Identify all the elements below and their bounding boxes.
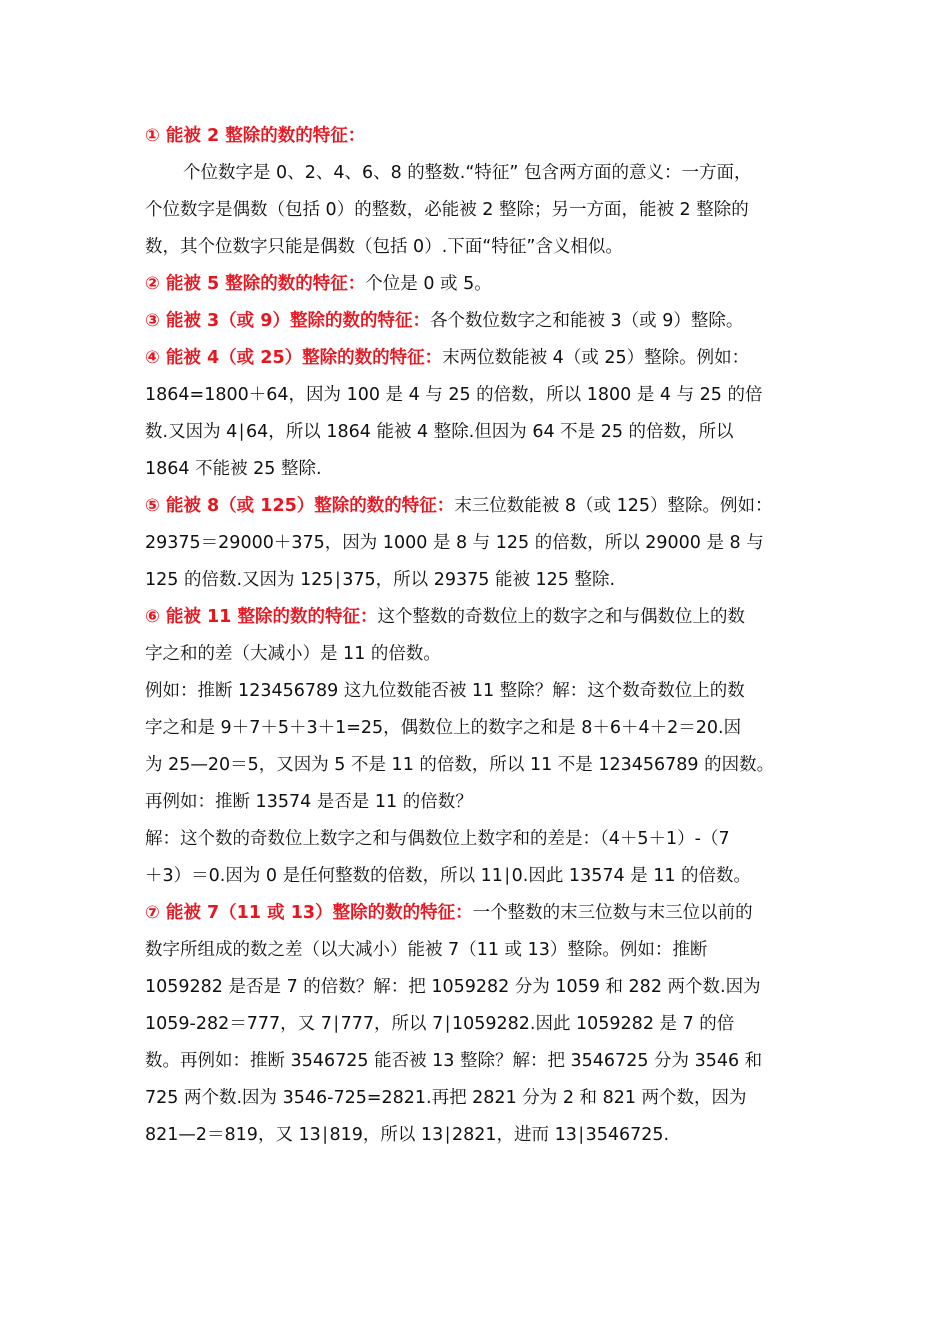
- rule-text: ＋3）＝0.因为 0 是任何整数的倍数，所以 11∣0.因此 13574 是 11 的倍数。: [145, 866, 752, 886]
- rule-heading-div-8-or-125: ⑤ 能被 8（或 125）整除的数的特征：: [145, 496, 455, 516]
- heading-line-4: [145, 340, 817, 377]
- rule-text: 数字所组成的数之差（以大减小）能被 7（11 或 13）整除。例如：推断: [145, 940, 708, 960]
- heading-line-7: [145, 895, 817, 932]
- rule-text: 这个整数的奇数位上的数字之和与偶数位上的数: [377, 607, 745, 627]
- rule-text: 个位是 0 或 5。: [365, 274, 492, 294]
- rule-text: 例如：推断 123456789 这九位数能否被 11 整除？解：这个数奇数位上的数: [145, 681, 745, 701]
- paragraph-line: [145, 636, 817, 673]
- rule-heading-div-11: ⑥ 能被 11 整除的数的特征：: [145, 607, 378, 627]
- rule-text: 各个数位数字之和能被 3（或 9）整除。: [429, 311, 744, 331]
- paragraph-line: [145, 821, 817, 858]
- paragraph-line: [145, 1117, 817, 1154]
- paragraph-line: [145, 414, 817, 451]
- paragraph-line: [145, 710, 817, 747]
- rule-heading-div-5: ② 能被 5 整除的数的特征：: [145, 274, 366, 294]
- rule-heading-div-2: ① 能被 2 整除的数的特征：: [145, 126, 366, 146]
- rule-text: 1864=1800＋64，因为 100 是 4 与 25 的倍数，所以 1800 是 4 与 25 的倍: [145, 385, 763, 405]
- paragraph-line: [145, 1043, 817, 1080]
- rule-text: 821—2＝819，又 13∣819，所以 13∣2821，进而 13∣3546725.: [145, 1125, 670, 1145]
- heading-line-5: [145, 488, 817, 525]
- rule-text: 一个整数的末三位数与末三位以前的: [472, 903, 753, 923]
- rule-text: 1864 不能被 25 整除.: [145, 459, 322, 479]
- heading-line-3: [145, 303, 817, 340]
- rule-heading-div-7-11-13: ⑦ 能被 7（11 或 13）整除的数的特征：: [145, 903, 473, 923]
- paragraph-line: [145, 155, 817, 192]
- paragraph-line: [145, 562, 817, 599]
- rule-text: 725 两个数.因为 3546-725=2821.再把 2821 分为 2 和 821 两个数，因为: [145, 1088, 747, 1108]
- paragraph-line: [145, 969, 817, 1006]
- heading-line-2: [145, 266, 817, 303]
- paragraph-line: [145, 377, 817, 414]
- rule-text: 125 的倍数.又因为 125∣375，所以 29375 能被 125 整除.: [145, 570, 616, 590]
- paragraph-line: [145, 192, 817, 229]
- paragraph-line: [145, 229, 817, 266]
- paragraph-line: [145, 1006, 817, 1043]
- rule-text: 1059-282＝777，又 7∣777，所以 7∣1059282.因此 1059282 是 7 的倍: [145, 1014, 735, 1034]
- heading-line-1: [145, 118, 817, 155]
- rule-text: 为 25—20＝5，又因为 5 不是 11 的倍数，所以 11 不是 123456789 的因数。: [145, 755, 775, 775]
- paragraph-line: [145, 747, 817, 784]
- rule-text: 字之和是 9＋7＋5＋3＋1=25，偶数位上的数字之和是 8＋6＋4＋2＝20.因: [145, 718, 742, 738]
- rule-text: 字之和的差（大减小）是 11 的倍数。: [145, 644, 441, 664]
- rule-heading-div-3-or-9: ③ 能被 3（或 9）整除的数的特征：: [145, 311, 430, 331]
- paragraph-line: [145, 1080, 817, 1117]
- rule-text: 数。再例如：推断 3546725 能否被 13 整除？解：把 3546725 分为 3546 和: [145, 1051, 763, 1071]
- document-body: [145, 118, 817, 1154]
- rule-heading-div-4-or-25: ④ 能被 4（或 25）整除的数的特征：: [145, 348, 443, 368]
- paragraph-line: [145, 858, 817, 895]
- rule-text: 末两位数能被 4（或 25）整除。例如：: [442, 348, 750, 368]
- rule-text: 再例如：推断 13574 是否是 11 的倍数？: [145, 792, 473, 812]
- rule-text: 1059282 是否是 7 的倍数？解：把 1059282 分为 1059 和 282 两个数.因为: [145, 977, 761, 997]
- rule-text: 个位数字是 0、2、4、6、8 的整数.“特征” 包含两方面的意义：一方面，: [183, 163, 752, 183]
- paragraph-line: [145, 451, 817, 488]
- heading-line-6: [145, 599, 817, 636]
- paragraph-line: [145, 673, 817, 710]
- rule-text: 29375＝29000＋375，因为 1000 是 8 与 125 的倍数，所以 29000 是 8 与: [145, 533, 764, 553]
- paragraph-line: [145, 784, 817, 821]
- paragraph-line: [145, 932, 817, 969]
- rule-text: 数.又因为 4∣64，所以 1864 能被 4 整除.但因为 64 不是 25 的倍数，所以: [145, 422, 734, 442]
- rule-text: 个位数字是偶数（包括 0）的整数，必能被 2 整除；另一方面，能被 2 整除的: [145, 200, 749, 220]
- rule-text: 末三位数能被 8（或 125）整除。例如：: [454, 496, 773, 516]
- rule-text: 数，其个位数字只能是偶数（包括 0）.下面“特征”含义相似。: [145, 237, 623, 257]
- rule-text: 解：这个数的奇数位上数字之和与偶数位上数字和的差是：（4＋5＋1）-（7: [145, 829, 730, 849]
- paragraph-line: [145, 525, 817, 562]
